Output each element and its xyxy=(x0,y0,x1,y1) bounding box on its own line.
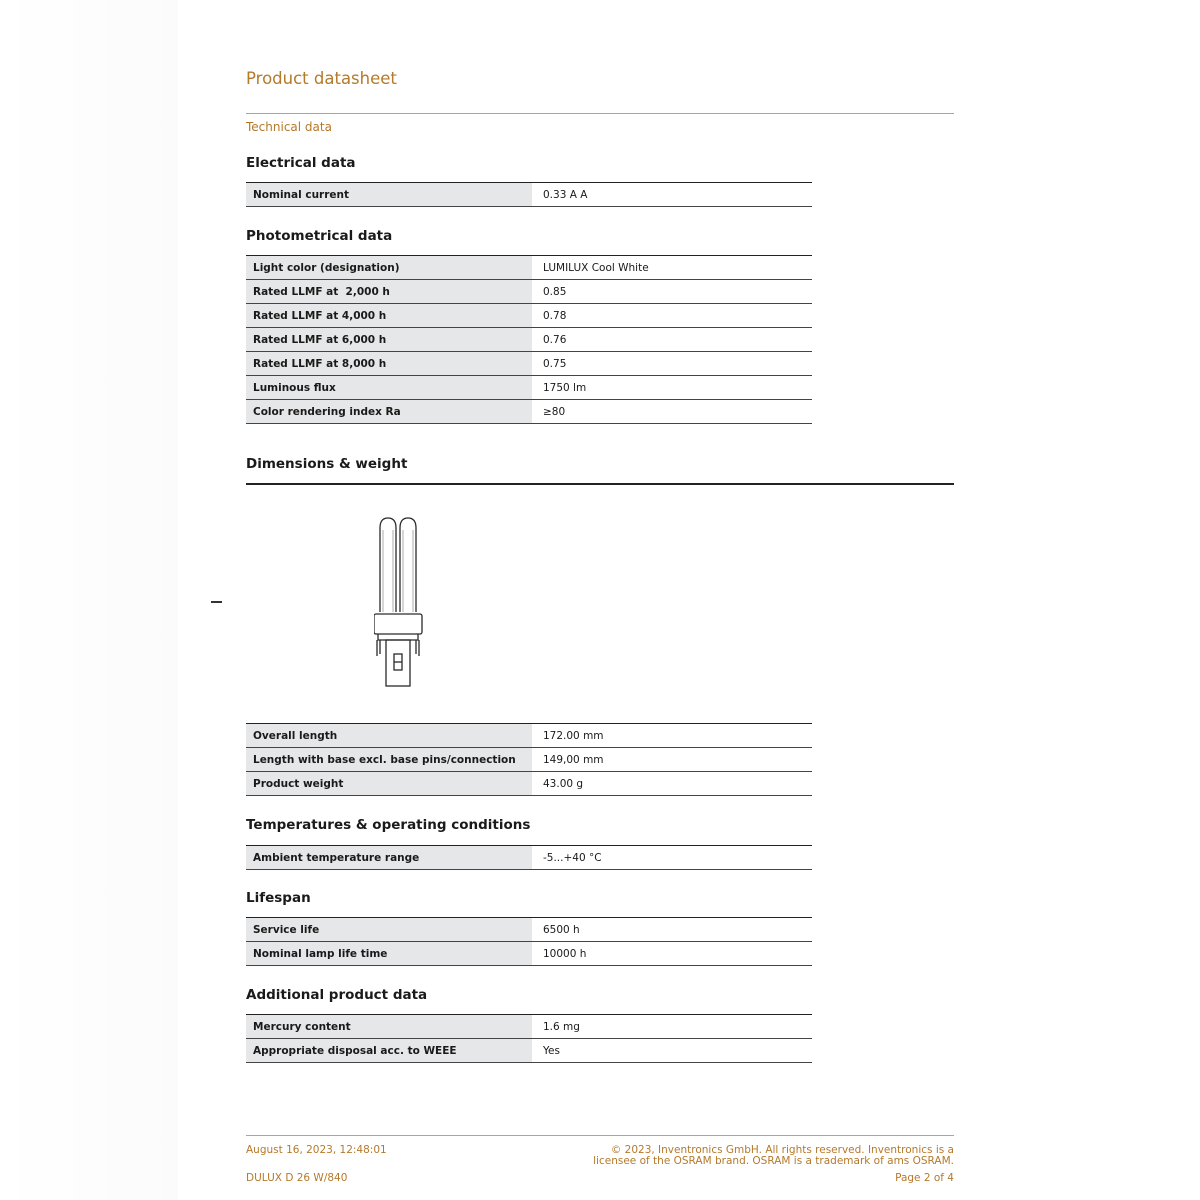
table-row xyxy=(246,280,812,304)
row-value: 10000 h xyxy=(536,942,812,966)
row-label: Rated LLMF at 4,000 h xyxy=(246,304,532,328)
dimensions-divider xyxy=(246,483,954,485)
table-body xyxy=(246,256,812,424)
row-label: Ambient temperature range xyxy=(246,846,532,870)
page-subtitle: Technical data xyxy=(246,120,332,134)
table-body xyxy=(246,724,812,796)
row-value: 0.78 xyxy=(536,304,812,328)
row-value: 0.76 xyxy=(536,328,812,352)
row-value: 43.00 g xyxy=(536,772,812,796)
row-value: 149,00 mm xyxy=(536,748,812,772)
table-lifespan xyxy=(246,917,812,966)
compact-fluorescent-lamp-drawing-icon xyxy=(374,516,430,688)
table-photometrical xyxy=(246,255,812,424)
table-row xyxy=(246,942,812,966)
row-label: Rated LLMF at 8,000 h xyxy=(246,352,532,376)
row-label: Color rendering index Ra xyxy=(246,400,532,424)
table-row xyxy=(246,183,812,207)
table-dimensions xyxy=(246,723,812,796)
row-label: Light color (designation) xyxy=(246,256,532,280)
table-row xyxy=(246,1015,812,1039)
row-value: LUMILUX Cool White xyxy=(536,256,812,280)
section-heading-electrical: Electrical data xyxy=(246,155,356,171)
row-label: Length with base excl. base pins/connection xyxy=(246,748,532,772)
table-row xyxy=(246,846,812,870)
margin-mark xyxy=(211,601,222,603)
row-label: Service life xyxy=(246,918,532,942)
table-body xyxy=(246,1015,812,1063)
page-title: Product datasheet xyxy=(246,69,397,88)
table-row xyxy=(246,772,812,796)
row-value: 6500 h xyxy=(536,918,812,942)
row-value: 0.85 xyxy=(536,280,812,304)
table-row xyxy=(246,328,812,352)
row-value: Yes xyxy=(536,1039,812,1063)
section-heading-photometrical: Photometrical data xyxy=(246,228,393,244)
row-label: Luminous flux xyxy=(246,376,532,400)
table-row xyxy=(246,256,812,280)
table-electrical xyxy=(246,182,812,207)
row-value: 1.6 mg xyxy=(536,1015,812,1039)
row-label: Mercury content xyxy=(246,1015,532,1039)
table-temperatures xyxy=(246,845,812,870)
section-heading-dimensions: Dimensions & weight xyxy=(246,456,408,472)
footer-page-number: Page 2 of 4 xyxy=(895,1172,954,1184)
table-row xyxy=(246,400,812,424)
row-value: 172.00 mm xyxy=(536,724,812,748)
row-value: 0.75 xyxy=(536,352,812,376)
table-body xyxy=(246,183,812,207)
table-row xyxy=(246,352,812,376)
row-label: Nominal current xyxy=(246,183,532,207)
section-heading-temperatures: Temperatures & operating conditions xyxy=(246,817,531,833)
row-label: Rated LLMF at 2,000 h xyxy=(246,280,532,304)
table-additional xyxy=(246,1014,812,1063)
footer-copyright-line-2: licensee of the OSRAM brand. OSRAM is a trademark of ams OSRAM. xyxy=(593,1155,954,1167)
row-value: -5...+40 °C xyxy=(536,846,812,870)
footer-timestamp: August 16, 2023, 12:48:01 xyxy=(246,1144,387,1156)
page-margin xyxy=(0,0,178,1200)
row-label: Overall length xyxy=(246,724,532,748)
table-body xyxy=(246,846,812,870)
row-label: Appropriate disposal acc. to WEEE xyxy=(246,1039,532,1063)
table-row xyxy=(246,304,812,328)
footer-divider xyxy=(246,1135,954,1136)
row-value: 1750 lm xyxy=(536,376,812,400)
row-label: Product weight xyxy=(246,772,532,796)
footer-copyright-line-1: © 2023, Inventronics GmbH. All rights reserved. Inventronics is a xyxy=(610,1144,954,1156)
section-heading-additional: Additional product data xyxy=(246,987,428,1003)
table-row xyxy=(246,1039,812,1063)
row-value: 0.33 A A xyxy=(536,183,812,207)
row-label: Rated LLMF at 6,000 h xyxy=(246,328,532,352)
section-heading-lifespan: Lifespan xyxy=(246,890,311,906)
table-row xyxy=(246,376,812,400)
table-body xyxy=(246,918,812,966)
title-divider xyxy=(246,113,954,114)
footer-product-name: DULUX D 26 W/840 xyxy=(246,1172,348,1184)
table-row xyxy=(246,748,812,772)
table-row xyxy=(246,918,812,942)
row-value: ≥80 xyxy=(536,400,812,424)
table-row xyxy=(246,724,812,748)
row-label: Nominal lamp life time xyxy=(246,942,532,966)
